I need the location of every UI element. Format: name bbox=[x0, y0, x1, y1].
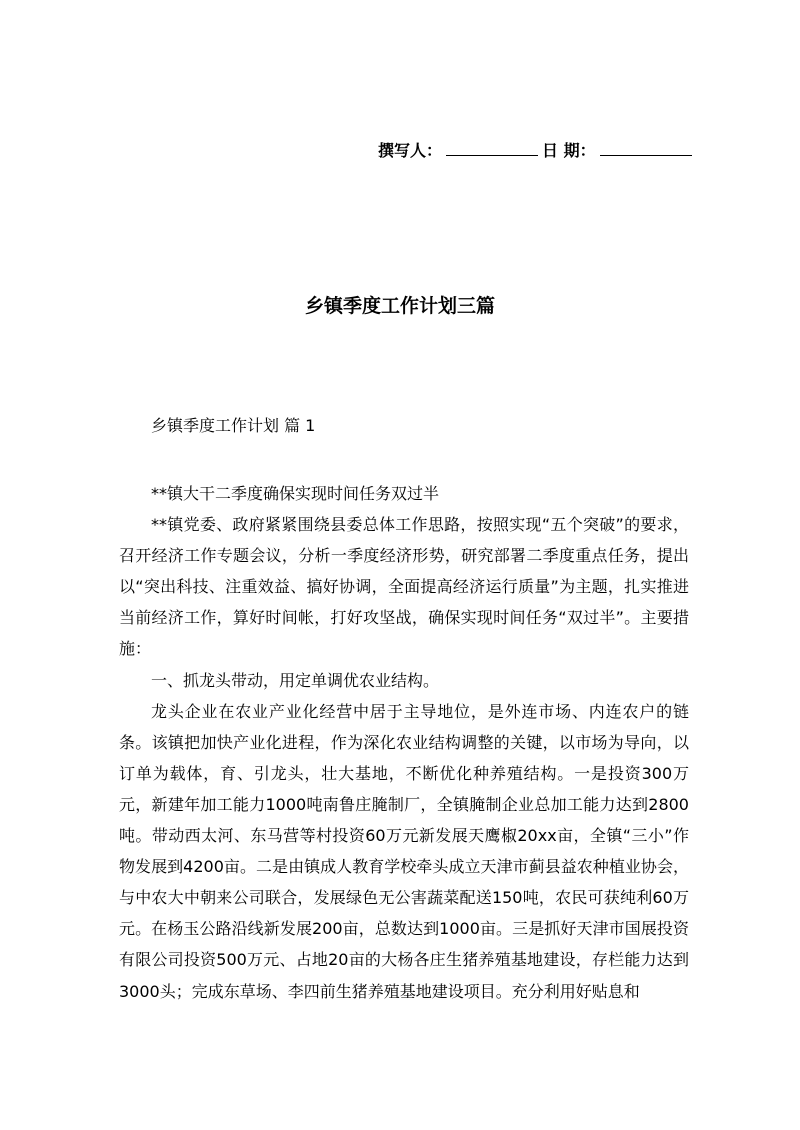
date-blank-field bbox=[600, 141, 692, 156]
author-blank-field bbox=[446, 141, 538, 156]
document-body bbox=[119, 478, 689, 1007]
paragraph-2: **镇党委、政府紧紧围绕县委总体工作思路，按照实现“五个突破”的要求，召开经济工作专题会议，分析一季度经济形势，研究部署二季度重点任务，提出以“突出科技、注重效益、搞好协调，全面提高经济运行质量”为主题，扎实推进当前经济工作，算好时间帐，打好攻坚战，确保实现时间任务“双过半”。主要措施： bbox=[119, 515, 689, 659]
paragraph-1: **镇大干二季度确保实现时间任务双过半 bbox=[151, 484, 440, 503]
date-label: 日 期： bbox=[542, 141, 596, 160]
paragraph-3: 一、抓龙头带动，用定单调优农业结构。 bbox=[151, 670, 440, 690]
paragraph-4: 龙头企业在农业产业化经营中居于主导地位，是外连市场、内连农户的链条。该镇把加快产业化进程，作为深化农业结构调整的关键，以市场为导向，以订单为载体，育、引龙头，壮大基地，不断优化种养殖结构。一是投资300万元，新建年加工能力1000吨南鲁庄腌制厂，全镇腌制企业总加工能力达到2800吨。带动西太河、东马营等村投资60万元新发展天鹰椒20xx亩，全镇“三小”作物发展到4200亩。二是由镇成人教育学校牵头成立天津市蓟县益农种植业协会，与中农大中朝来公司联合，发展绿色无公害蔬菜配送150吨，农民可获纯利60万元。在杨玉公路沿线新发展200亩，总数达到1000亩。三是抓好天津市国展投资有限公司投资500万元、占地20亩的大杨各庄生猪养殖基地建设，存栏能力达到3000头；完成东草场、李四前生猪养殖基地建设项目。充分利用好贴息和 bbox=[119, 701, 689, 1001]
document-title: 乡镇季度工作计划三篇 bbox=[304, 295, 495, 317]
section-heading: 乡镇季度工作计划 篇 1 bbox=[151, 416, 316, 435]
author-label: 撰写人： bbox=[378, 141, 443, 160]
author-date-line bbox=[378, 141, 696, 161]
